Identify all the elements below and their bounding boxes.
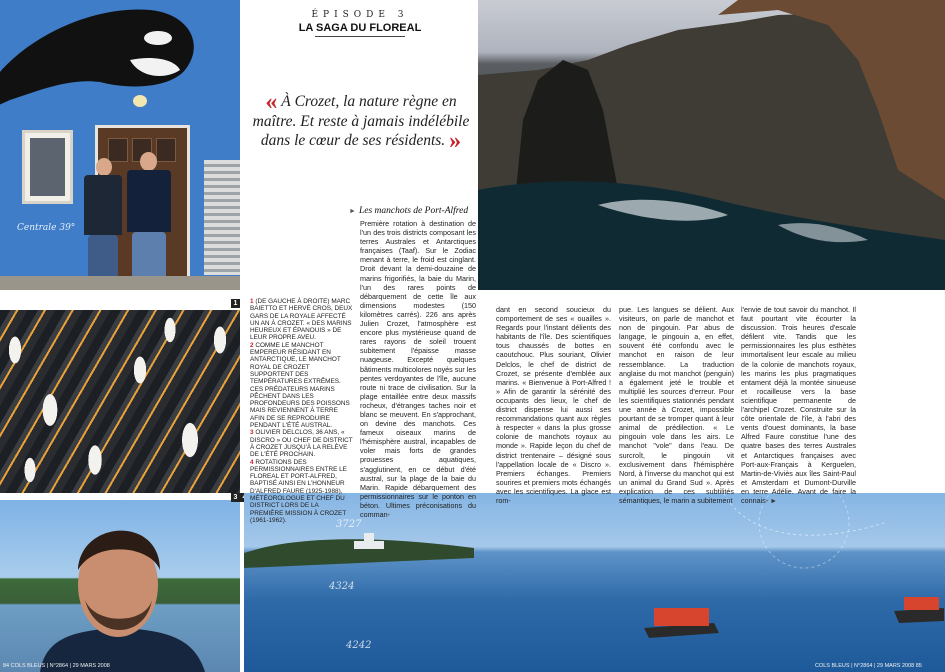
column-text: Première rotation à destination de l'un des trois districts composant les terres Australes et Antarctiques françaises (Taaf). Sur le Zodiac menant à terre, le froid est cinglant. Droit devant la demi-douzaine de marins frigorifiés, la baie du Marin, l'un des rares points de débarquement de cette île aux dimensions modestes (150 kilomètres carrés). 226 ans après Julien Crozet, l'atmosphère est encore plus mystérieuse quand de rares rayons de soleil trouent subitement l'épaisse masse nuageuse. Excepté quelques bâtiments multicolores noyés sur les pentes verdoyantes de l'île, aucune route ni trace de civilisation. Sur la plage entaillée entre deux massifs rocheux, d'étranges taches noir et blanc se meuvent. En s'approchant, on devine des manchots. Ces fameux oiseaux marins de l'hémisphère austral, incapables de voler mais forts de grandes prouesses aquatiques, s'agglutinent, en ce début d'été austral, sur la plage de la baie du Marin. Rapide débarquement des permissionnaires sur le ponton en béton. Ultimes préconisations du comman- <box>360 219 476 519</box>
folio-right: COLS BLEUS | N°2864 | 29 MARS 2008 85 <box>815 663 922 669</box>
sea-overlay-number: 4324 <box>329 581 355 592</box>
caption-item <box>250 342 353 430</box>
column-text: pue. Les langues se délient. Aux visiteurs, on parle de manchot et non de pingouin. Par abus de langage, le pingouin a, en effet, souvent été confondu avec le manchot en raison de leur ressemblance. La traduction anglaise du mot manchot (penguin) a également jeté le trouble et multiplié les sources d'erreur. Pour les scientifiques stationnés pendant une année à Crozet, impossible pourtant de se tromper quant à leur animal de prédilection. « Le pingouin vole dans les airs. Le manchot "vole" dans l'eau. De surcroît, le pingouin vit exclusivement dans l'hémisphère Nord, à l'inverse du manchot qui est un animal du Grand Sud ». Après explication de ces subtilités sémantiques, le marin a subitement <box>619 305 734 505</box>
photo-king-penguins <box>0 310 240 493</box>
caption-item <box>250 429 353 458</box>
whale-mural <box>0 0 205 110</box>
caption-item <box>250 298 353 342</box>
column-text: l'envie de tout savoir du manchot. Il faut pourtant vite écourter la discussion. Trois heures d'escale défilent vite. Tandis que les permissionnaires les plus esthètes immortalisent leur escale au milieu de la colonie de manchots royaux, les marins les plus pragmatiques entament déjà la montée sinueuse et rocailleuse vers la base scientifique permanente de l'archipel Crozet. Construite sur la côte orientale de l'île, à l'abri des vents d'ouest dominants, la base Alfred Faure constitue l'une des quatre bases des terres Australes et Antarctiques françaises avec Port-aux-Français à Kerguelen, Martin-de-Viviès aux îles Saint-Paul et Amsterdam et Dumont-Durville en terre Adélie. Avant de faire la connais- ► <box>741 305 856 505</box>
caption-number: 4 <box>250 458 254 466</box>
article-column-4 <box>741 305 856 506</box>
article-column-2 <box>496 305 611 505</box>
caption-text: (DE GAUCHE À DROITE) MARC BAIETTO ET HERVÉ CROS, DEUX GARS DE LA ROYALE AFFECTÉ UN AN À CROZET. « DES MARINS HEUREUX ET ÉPANOUIS » DE LEUR PROPRE AVEU. <box>250 298 353 342</box>
photo-number-1: 1 <box>231 299 240 308</box>
wall-lamp <box>133 95 147 107</box>
cliffs-illustration <box>478 0 945 290</box>
man-2-jacket <box>127 170 171 232</box>
pull-quote <box>250 89 472 154</box>
photo-captions <box>250 298 353 524</box>
man-1-head <box>96 158 112 176</box>
photo-sailors-at-station <box>0 0 240 290</box>
folio-left: 84 COLS BLEUS | N°2864 | 29 MARS 2008 <box>3 663 110 669</box>
column-text: dant en second soucieux du comportement de ses « ouailles ». Regards pour l'instant délients des habitants de l'île. Des scientifiques tous chaussés de bottes en caoutchouc. Plus souriant, Olivier Delclos, le chef de district de Crozet, se présente d'emblée aux marins. « Bienvenue à Port-Alfred ! » Afin de garantir la sérénité des occupants des lieux, le chef de district dispense lui aussi ses recommandations quant aux règles à respecter « dans la plus grosse colonie de manchots royaux au monde ». Rapide leçon du chef de district trentenaire – désigné sous l'appellation locale de « Discro ». Premiers échanges. Premiers sourires et premiers mots échangés avec les scientifiques. La glace est rom- <box>496 305 611 505</box>
window <box>22 130 73 204</box>
photo-district-chief-portrait <box>0 500 240 672</box>
quote-open-mark: « <box>265 89 278 115</box>
section-heading-text: Les manchots de Port-Alfred <box>358 206 469 216</box>
series-title: LA SAGA DU FLOREAL <box>244 22 476 37</box>
ground <box>0 276 240 290</box>
caption-text: OLIVIER DELCLOS, 36 ANS, « DISCRO » OU CHEF DE DISTRICT À CROZET JUSQU'À LA RELÈVE DE L'ÉTÉ PROCHAIN. <box>250 429 353 459</box>
article-column-1 <box>360 219 476 519</box>
portrait-figure <box>0 500 240 672</box>
continue-arrow-icon: ► <box>770 497 778 505</box>
vent-grille <box>204 160 240 275</box>
photo-crozet-cliffs <box>478 0 945 290</box>
wall-sign-text: Centrale 39° <box>17 223 76 233</box>
triangle-bullet-icon: ► <box>349 207 356 215</box>
caption-item <box>250 459 353 525</box>
man-1-jacket <box>84 175 122 235</box>
quote-close-mark: » <box>449 128 462 154</box>
episode-label: ÉPISODE 3 <box>311 10 409 20</box>
caption-number: 3 <box>250 429 254 437</box>
caption-number: 2 <box>250 341 254 349</box>
caption-text: ROTATIONS DES PERMISSIONNAIRES ENTRE LE FLOREAL ET PORT-ALFRED, BAPTISÉ AINSI EN L'HONNEUR D'ALFRED FAURE (1925-1988), MÉTÉOROLOGUE ET CHEF DU DISTRICT LORS DE LA PREMIÈRE MISSION À CROZET (1961-1962). <box>250 458 347 524</box>
sea-overlay-number: 4242 <box>346 640 372 651</box>
caption-text: COMME LE MANCHOT EMPEREUR RÉSIDANT EN ANTARCTIQUE, LE MANCHOT ROYAL DE CROZET SUPPORTENT DES TEMPÉRATURES EXTRÊMES. CES PRÉDATEURS MARINS PÊCHENT DANS LES PROFONDEURS DES POISSONS MAIS REVIENNENT À TERRE AFIN DE SE REPRODUIRE PENDANT L'ÉTÉ AUSTRAL. <box>250 341 350 430</box>
caption-number: 1 <box>250 298 254 305</box>
photo-number-3: 3 <box>231 493 240 502</box>
article-column-3 <box>619 305 734 505</box>
pull-quote-text: À Crozet, la nature règne en maître. Et reste à jamais indélébile dans le cœur de ses résidents. <box>252 93 470 149</box>
man-2-head <box>140 152 157 171</box>
sea-overlay-number: 3727 <box>336 519 362 530</box>
section-heading <box>349 206 468 216</box>
